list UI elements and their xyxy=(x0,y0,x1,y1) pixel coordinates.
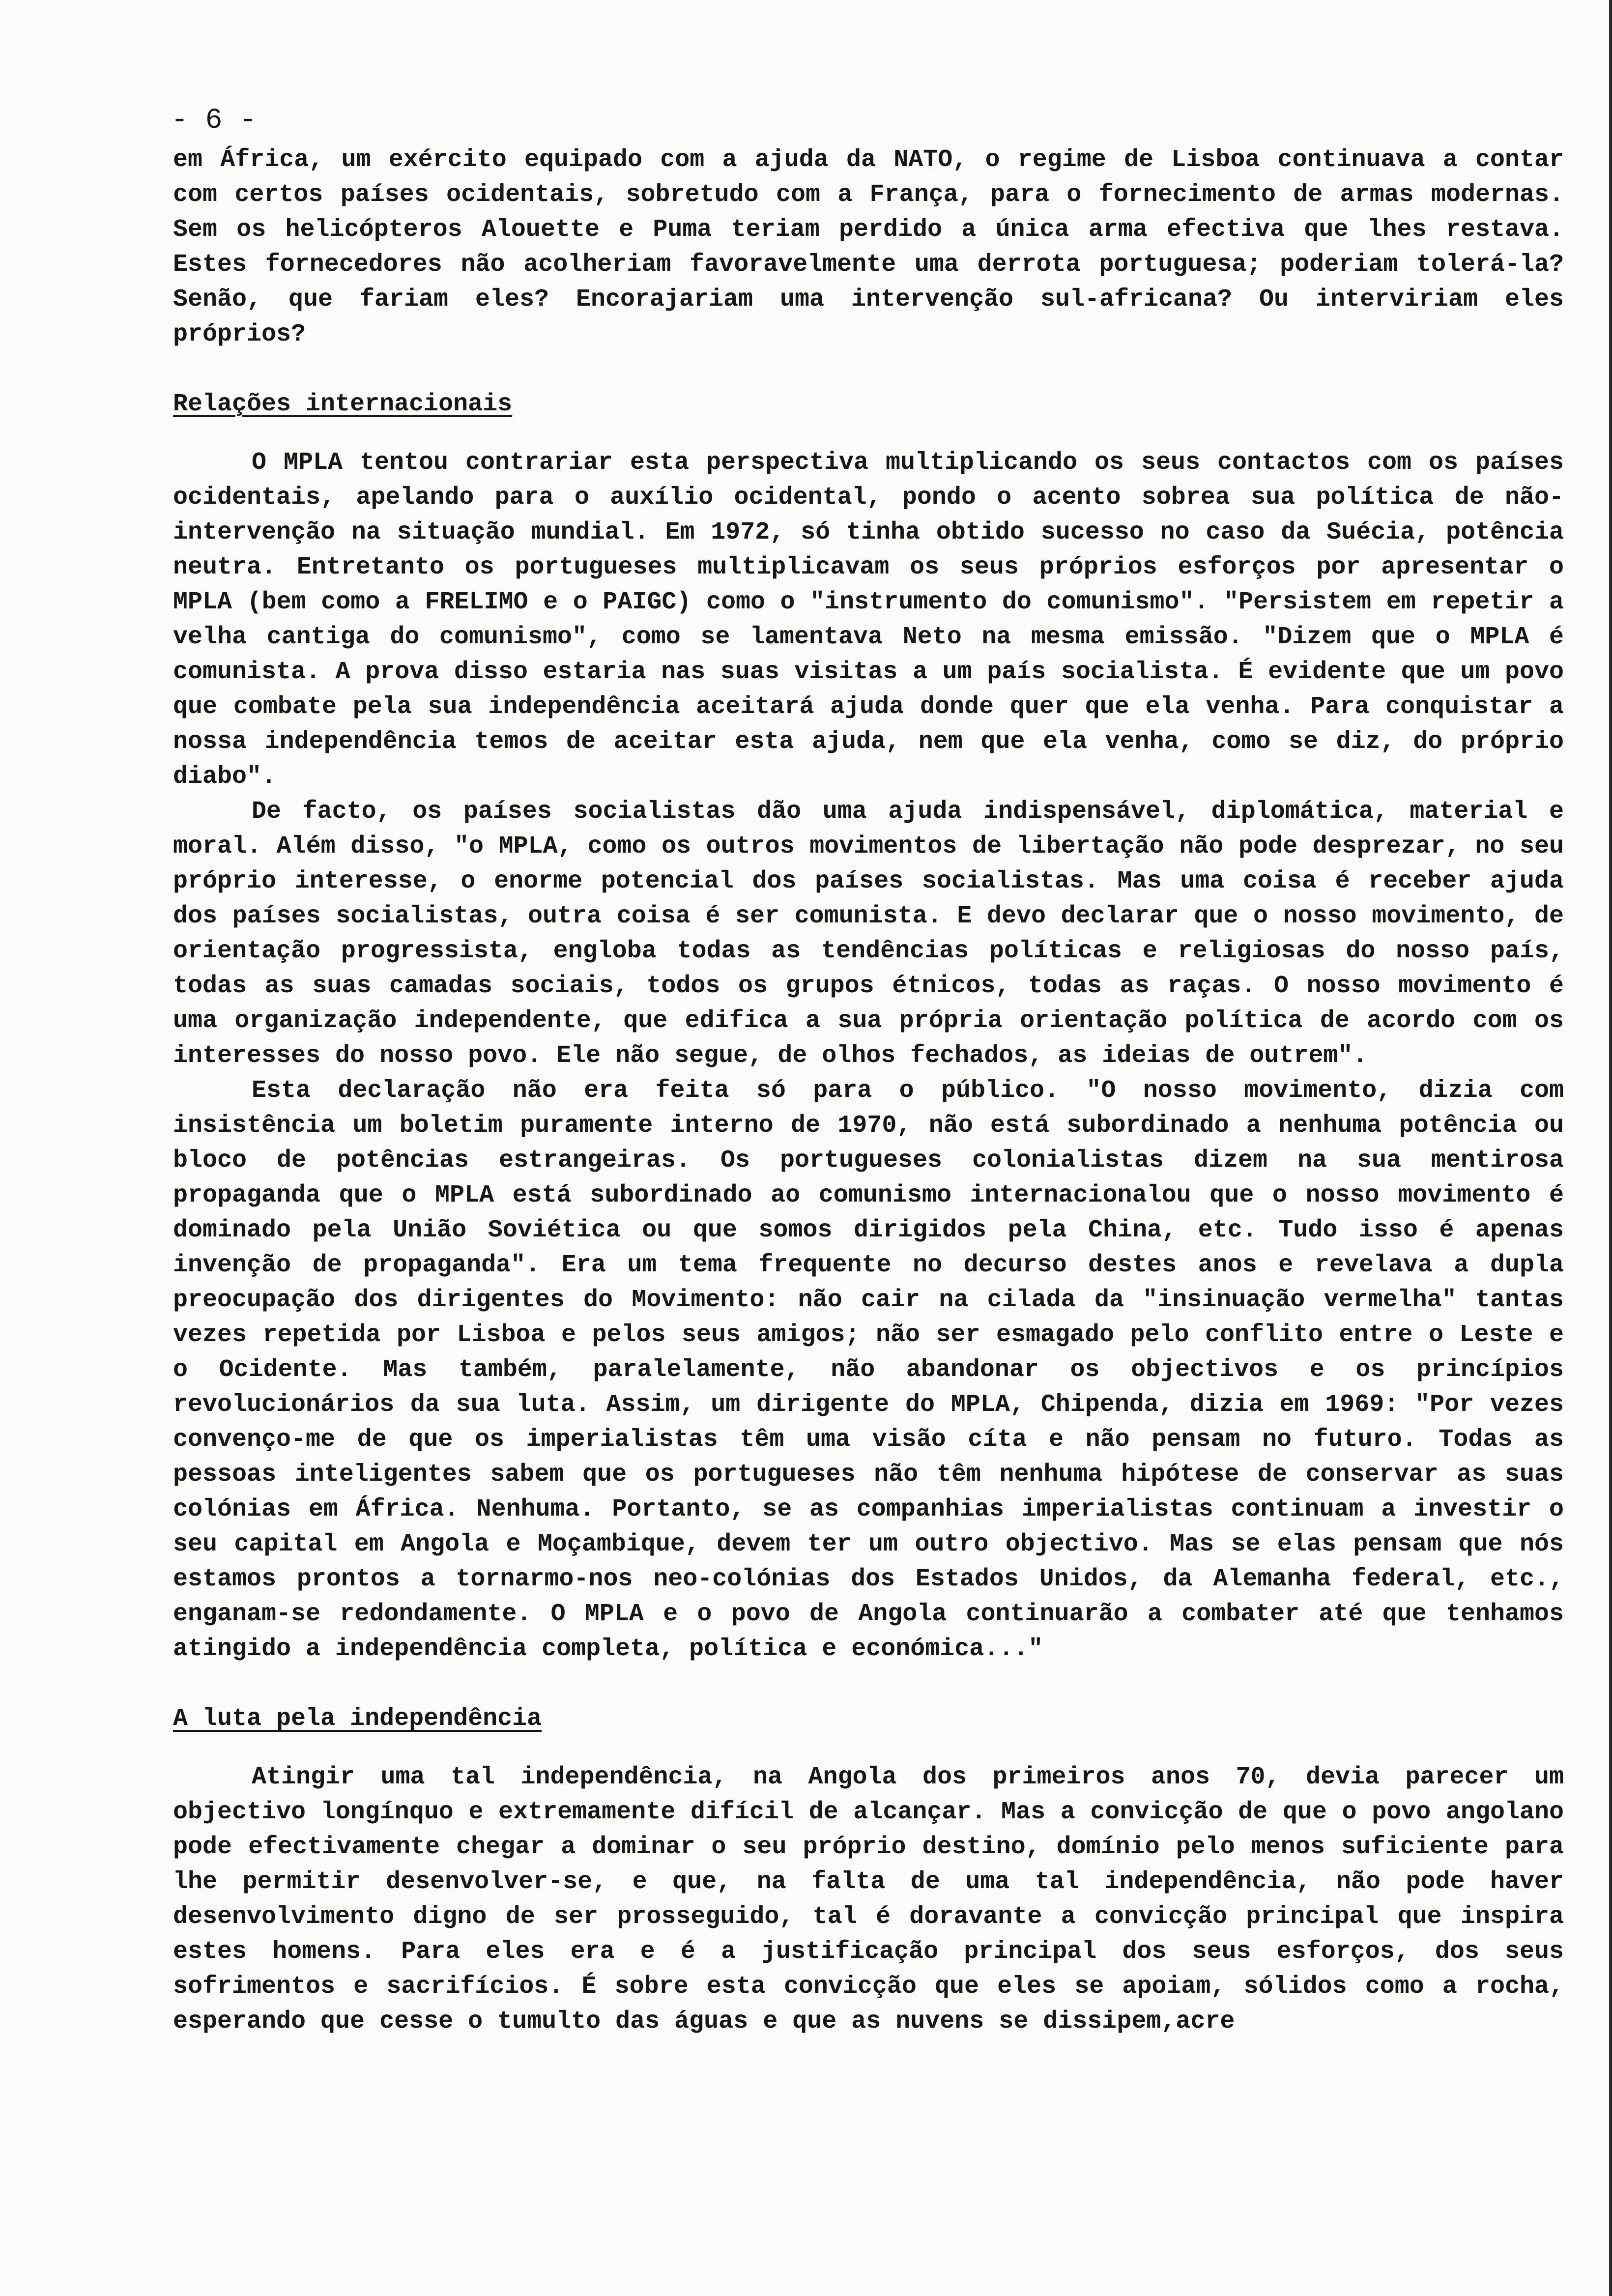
paragraph-nato-support: em África, um exército equipado com a ajuda da NATO, o regime de Lisboa continuava a contar com certos países ocidentais, sobretudo com a França, para o fornecimento de armas modernas. Sem os helicópteros Alouette e Puma teriam perdido a única arma efectiva que lhes restava. Estes fornecedores não acolheriam favoravelmente uma derrota portuguesa; poderiam tolerá-la? Senão, que fariam eles? Encorajariam uma intervenção sul-africana? Ou interviriam eles próprios? xyxy=(173,146,1564,348)
section-heading-international-relations: Relações internacionais xyxy=(173,390,513,418)
page-edge-shadow xyxy=(1609,0,1612,2296)
paragraph-socialist-aid: De facto, os países socialistas dão uma ajuda indispensável, diplomática, material e moral. Além disso, "o MPLA, como os outros movimentos de libertação não pode desprezar, no seu próprio interesse, o enorme potencial dos países socialistas. Mas uma coisa é receber ajuda dos países socialistas, outra coisa é ser comunista. E devo declarar que o nosso movimento, de orientação progressista, engloba todas as tendências políticas e religiosas do nosso país, todas as suas camadas sociais, todos os grupos étnicos, todas as raças. O nosso movimento é uma organização independente, que edifica a sua própria orientação política de acordo com os interesses do nosso povo. Ele não segue, de olhos fechados, as ideias de outrem". xyxy=(173,798,1564,1070)
paragraph-independence-conviction: Atingir uma tal independência, na Angola dos primeiros anos 70, devia parecer um objectivo longínquo e extremamente difícil de alcançar. Mas a convicção de que o povo angolano pode efectivamente chegar a dominar o seu próprio destino, domínio pelo menos suficiente para lhe permitir desenvolver-se, e que, na falta de uma tal independência, não pode haver desenvolvimento digno de ser prosseguido, tal é doravante a convicção principal que inspira estes homens. Para eles era e é a justificação principal dos seus esforços, dos seus sofrimentos e sacrifícios. É sobre esta convicção que eles se apoiam, sólidos como a rocha, esperando que cesse o tumulto das águas e que as nuvens se dissipem,acre xyxy=(173,1763,1564,2036)
paragraph-mpla-western-contacts: O MPLA tentou contrariar esta perspectiva multiplicando os seus contactos com os países ocidentais, apelando para o auxílio ocidental, pondo o acento sobrea sua política de não-intervenção na situação mundial. Em 1972, só tinha obtido sucesso no caso da Suécia, potência neutra. Entretanto os portugueses multiplicavam os seus próprios esforços por apresentar o MPLA (bem como a FRELIMO e o PAIGC) como o "instrumento do comunismo". "Persistem em repetir a velha cantiga do comunismo", como se lamentava Neto na mesma emissão. "Dizem que o MPLA é comunista. A prova disso estaria nas suas visitas a um país socialista. É evidente que um povo que combate pela sua independência aceitará ajuda donde quer que ela venha. Para conquistar a nossa independência temos de aceitar esta ajuda, nem que ela venha, como se diz, do próprio diabo". xyxy=(173,449,1564,791)
page-number: - 6 - xyxy=(171,105,257,137)
section-heading-independence-struggle: A luta pela independência xyxy=(173,1705,542,1733)
paragraph-independent-movement: Esta declaração não era feita só para o público. "O nosso movimento, dizia com insistência um boletim puramente interno de 1970, não está subordinado a nenhuma potência ou bloco de potências estrangeiras. Os portugueses colonialistas dizem na sua mentirosa propaganda que o MPLA está subordinado ao comunismo internacionalou que o nosso movimento é dominado pela União Soviética ou que somos dirigidos pela China, etc. Tudo isso é apenas invenção de propaganda". Era um tema frequente no decurso destes anos e revelava a dupla preocupação dos dirigentes do Movimento: não cair na cilada da "insinuação vermelha" tantas vezes repetida por Lisboa e pelos seus amigos; não ser esmagado pelo conflito entre o Leste e o Ocidente. Mas também, paralelamente, não abandonar os objectivos e os princípios revolucionários da sua luta. Assim, um dirigente do MPLA, Chipenda, dizia em 1969: "Por vezes convenço-me de que os imperialistas têm uma visão cíta e não pensam no futuro. Todas as pessoas inteligentes sabem que os portugueses não têm nenhuma hipótese de conservar as suas colónias em África. Nenhuma. Portanto, se as companhias imperialistas continuam a investir o seu capital em Angola e Moçambique, devem ter um outro objectivo. Mas se elas pensam que nós estamos prontos a tornarmo-nos neo-colónias dos Estados Unidos, da Alemanha federal, etc., enganam-se redondamente. O MPLA e o povo de Angola continuarão a combater até que tenhamos atingido a independência completa, política e económica..." xyxy=(173,1077,1564,1663)
page-body xyxy=(173,143,1564,2039)
